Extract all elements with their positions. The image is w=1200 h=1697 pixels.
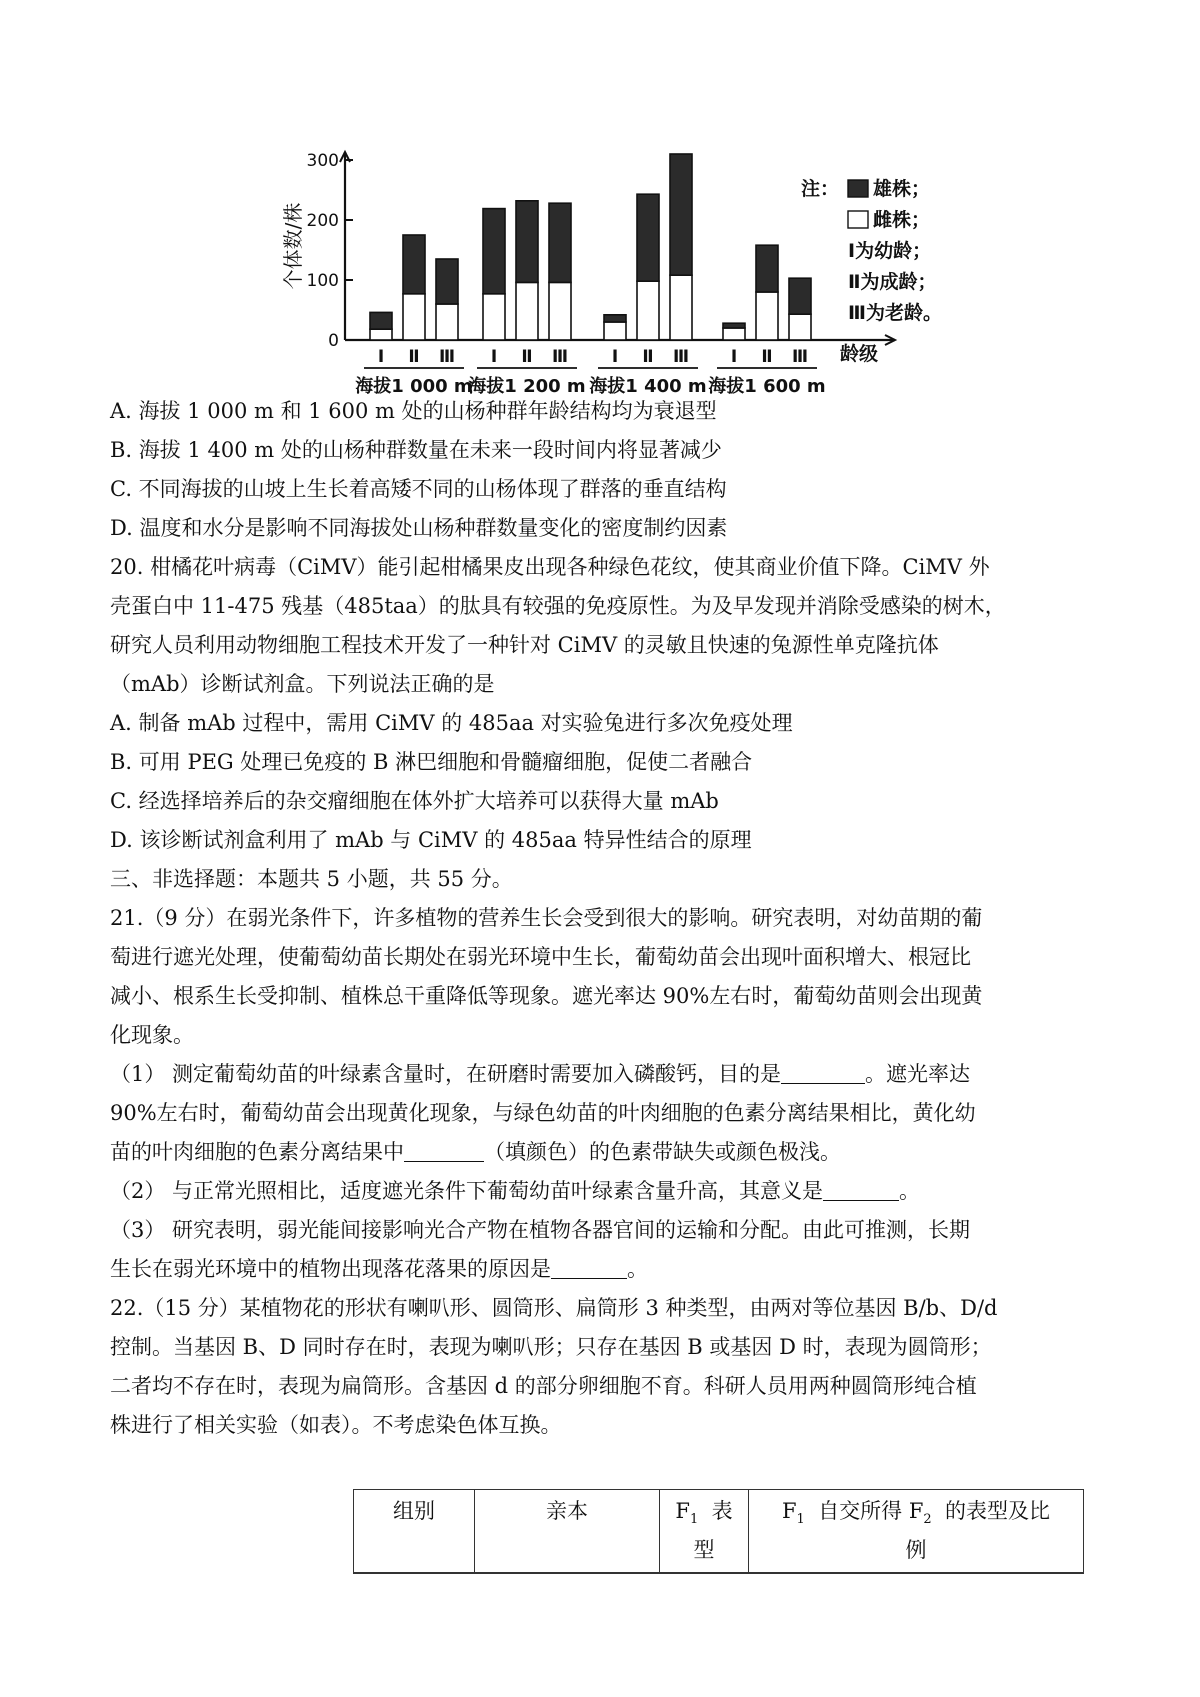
bar-female [436,304,458,340]
legend-label-male: 雄株； [873,178,931,200]
bar-female [604,322,626,340]
bar-female [756,292,778,340]
age-class-label: Ⅲ [791,347,809,367]
bar-female [670,275,692,340]
q19-option-d: D. 温度和水分是影响不同海拔处山杨种群数量变化的密度制约因素 [110,516,728,540]
y-axis-label: 个体数/株 [281,202,305,290]
q21-line-4: 化现象。 [110,1023,194,1047]
q21-part1-line2: 90%左右时，葡萄幼苗会出现黄化现象，与绿色幼苗的叶肉细胞的色素分离结果相比，黄化幼 [110,1101,976,1125]
bar-male [370,312,392,329]
q20-option-c: C. 经选择培养后的杂交瘤细胞在体外扩大培养可以获得大量 mAb [110,789,719,813]
bar-male [756,245,778,292]
q21-p2a: （2） 与正常光照相比，适度遮光条件下葡萄幼苗叶绿素含量升高，其意义是 [110,1179,824,1203]
legend-swatch-male [848,180,868,197]
answer-blank[interactable] [404,1139,484,1162]
y-tick-label: 100 [306,271,339,291]
group-label: 海拔1 600 m [708,376,826,397]
q21-line-3: 减小、根系生长受抑制、植株总干重降低等现象。遮光率达 90%左右时，葡萄幼苗则会出现黄 [110,984,983,1008]
age-class-label: Ⅲ [672,347,690,367]
age-class-label: Ⅲ [438,347,456,367]
bar-male [789,278,811,314]
q21-part1-line1 [110,1055,1095,1094]
group-label: 海拔1 200 m [468,376,586,397]
q20-option-b: B. 可用 PEG 处理已免疫的 B 淋巴细胞和骨髓瘤细胞，促使二者融合 [110,750,753,774]
q21-p1a: （1） 测定葡萄幼苗的叶绿素含量时，在研磨时需要加入磷酸钙，目的是 [110,1062,782,1086]
bar-male [436,259,458,304]
q20-line-2: 壳蛋白中 11-475 残基（485taa）的肽具有较强的免疫原性。为及早发现并消除受感染的树木， [110,594,1006,618]
answer-blank[interactable] [781,1061,865,1084]
population-age-structure-chart [0,0,1200,400]
bar-male [483,209,505,294]
legend-note: Ⅱ为成龄； [848,271,937,293]
legend-title: 注： [801,178,840,200]
q21-line-2: 萄进行遮光处理，使葡萄幼苗长期处在弱光环境中生长，葡萄幼苗会出现叶面积增大、根冠比 [110,945,971,969]
bar-male [604,315,626,322]
bar-male [403,235,425,294]
age-class-label: Ⅱ [761,347,773,367]
q22-line-4: 株进行了相关实验（如表）。不考虑染色体互换。 [110,1413,562,1437]
q22-line-2: 控制。当基因 B、D 同时存在时，表现为喇叭形；只存在基因 B 或基因 D 时，表现为圆筒形； [110,1335,992,1359]
bar-female [637,281,659,340]
q19-option-a: A. 海拔 1 000 m 和 1 600 m 处的山杨种群年龄结构均为衰退型 [110,399,717,423]
bar-female [483,294,505,340]
legend-swatch-female [848,211,868,228]
age-class-label: Ⅲ [551,347,569,367]
y-tick-label: 300 [306,151,339,171]
legend-note: Ⅲ为老龄。 [848,302,942,324]
bar-female [403,294,425,340]
q19-option-b: B. 海拔 1 400 m 处的山杨种群数量在未来一段时间内将显著减少 [110,438,722,462]
q21-p3b: 生长在弱光环境中的植物出现落花落果的原因是 [110,1257,551,1281]
q21-p3c: 。 [627,1257,648,1281]
bar-female [789,314,811,340]
col-f1-phenotype: $F_1$ 表 型 [660,1490,749,1573]
q20-option-a: A. 制备 mAb 过程中，需用 CiMV 的 485aa 对实验兔进行多次免疫处理 [110,711,793,735]
age-class-label: Ⅰ [377,347,385,367]
age-class-label: Ⅱ [408,347,420,367]
section-3-heading: 三、非选择题：本题共 5 小题，共 55 分。 [110,867,513,891]
q21-line-1: 21.（9 分）在弱光条件下，许多植物的营养生长会受到很大的影响。研究表明，对幼苗期的葡 [110,906,983,930]
group-label: 海拔1 400 m [589,376,707,397]
x-axis-label: 龄级 [840,343,879,365]
col-f2-ratio: $F_1$ 自交所得 $F_2$ 的表型及比 例 [749,1490,1084,1573]
bar-female [370,329,392,340]
bar-male [637,194,659,281]
q20-option-d: D. 该诊断试剂盒利用了 mAb 与 CiMV 的 485aa 特异性结合的原理 [110,828,752,852]
q21-part3-line1: （3） 研究表明，弱光能间接影响光合产物在植物各器官间的运输和分配。由此可推测，长期 [110,1218,971,1242]
q22-line-1: 22.（15 分）某植物花的形状有喇叭形、圆筒形、扁筒形 3 种类型，由两对等位基因 B/b、D/d [110,1296,998,1320]
age-class-label: Ⅱ [642,347,654,367]
y-tick-label: 0 [328,331,339,351]
q20-line-1: 20. 柑橘花叶病毒（CiMV）能引起柑橘果皮出现各种绿色花纹，使其商业价值下降。CiMV 外 [110,555,990,579]
chart-labels [281,151,878,397]
col-parents: 亲本 [475,1490,660,1573]
age-class-label: Ⅰ [730,347,738,367]
q20-line-4: （mAb）诊断试剂盒。下列说法正确的是 [110,672,495,696]
y-tick-label: 200 [306,211,339,231]
answer-blank[interactable] [551,1256,627,1279]
experiment-table [353,1489,1084,1574]
age-class-label: Ⅰ [490,347,498,367]
q22-line-3: 二者均不存在时，表现为扁筒形。含基因 d 的部分卵细胞不育。科研人员用两种圆筒形纯合植 [110,1374,977,1398]
legend-note: Ⅰ为幼龄； [848,240,932,262]
bar-female [723,328,745,340]
answer-blank[interactable] [823,1178,899,1201]
group-label: 海拔1 000 m [355,376,473,397]
q21-p1e: （填颜色）的色素带缺失或颜色极浅。 [484,1140,841,1164]
chart-bars [370,154,811,340]
q21-p1d: 苗的叶肉细胞的色素分离结果中 [110,1140,404,1164]
legend-label-female: 雌株； [873,209,931,231]
q19-option-c: C. 不同海拔的山坡上生长着高矮不同的山杨体现了群落的垂直结构 [110,477,727,501]
q21-part2 [110,1172,1095,1211]
col-group: 组别 [354,1490,475,1573]
bar-male [723,323,745,328]
table-header-row [354,1490,1084,1573]
bar-male [670,154,692,275]
q21-part1-line3 [110,1133,1095,1172]
q21-p2b: 。 [899,1179,921,1203]
age-class-label: Ⅱ [521,347,533,367]
table-empty-row [354,1573,1084,1574]
question-text [110,392,1095,1445]
q21-part3-line2 [110,1250,1095,1289]
bar-male [516,201,538,283]
q21-p1b: 。遮光率达 [865,1062,971,1086]
bar-female [516,282,538,340]
chart-legend [801,177,942,324]
bar-male [549,203,571,282]
bar-female [549,282,571,340]
age-class-label: Ⅰ [611,347,619,367]
q20-line-3: 研究人员利用动物细胞工程技术开发了一种针对 CiMV 的灵敏且快速的兔源性单克隆抗体 [110,633,939,657]
